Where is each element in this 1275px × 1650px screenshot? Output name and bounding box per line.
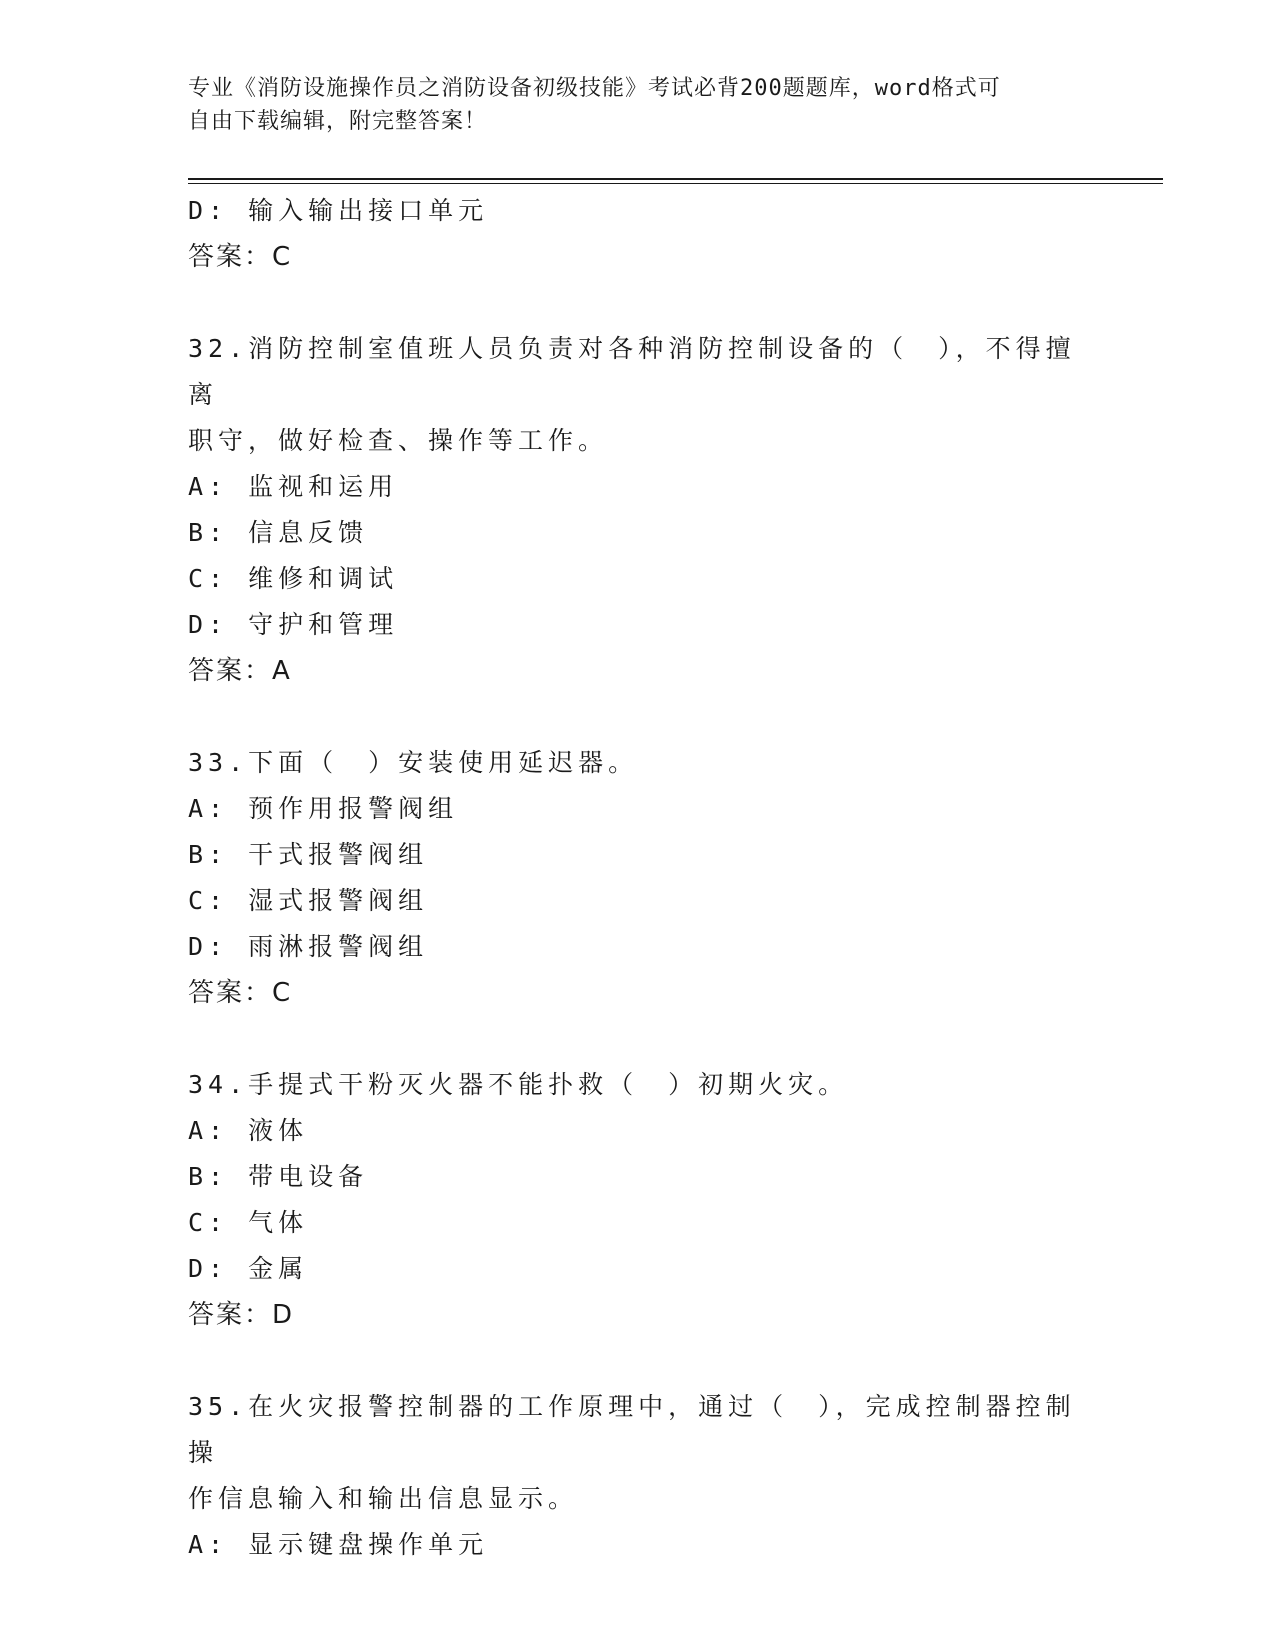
question-stem-line: 职守，做好检查、操作等工作。 bbox=[188, 426, 609, 455]
header-divider-thin bbox=[188, 183, 1163, 184]
previous-question-tail bbox=[188, 188, 1088, 280]
option-d: D: 输入输出接口单元 bbox=[188, 196, 489, 225]
option-d: D: 守护和管理 bbox=[188, 610, 399, 639]
option-c: C: 湿式报警阀组 bbox=[188, 886, 429, 915]
question-stem-line: 32.消防控制室值班人员负责对各种消防控制设备的（ ），不得擅离 bbox=[188, 334, 1076, 409]
header-line-1: 专业《消防设施操作员之消防设备初级技能》考试必背200题题库，word格式可 bbox=[188, 76, 1001, 101]
option-d: D: 金属 bbox=[188, 1254, 309, 1283]
option-c: C: 维修和调试 bbox=[188, 564, 399, 593]
option-a: A: 显示键盘操作单元 bbox=[188, 1530, 489, 1559]
answer-line: 答案：C bbox=[188, 978, 293, 1008]
question-33 bbox=[188, 740, 1088, 1016]
question-32 bbox=[188, 326, 1088, 694]
option-c: C: 气体 bbox=[188, 1208, 309, 1237]
answer-line: 答案：C bbox=[188, 242, 293, 272]
question-stem-line: 33.下面（ ）安装使用延迟器。 bbox=[188, 748, 639, 777]
document-body bbox=[188, 188, 1088, 1568]
question-stem-line: 34.手提式干粉灭火器不能扑救（ ）初期火灾。 bbox=[188, 1070, 849, 1099]
question-35 bbox=[188, 1384, 1088, 1568]
option-b: B: 信息反馈 bbox=[188, 518, 369, 547]
question-stem-line: 35.在火灾报警控制器的工作原理中，通过（ ），完成控制器控制操 bbox=[188, 1392, 1076, 1467]
question-34 bbox=[188, 1062, 1088, 1338]
option-d: D: 雨淋报警阀组 bbox=[188, 932, 429, 961]
page-header bbox=[188, 72, 1068, 138]
answer-line: 答案：A bbox=[188, 656, 292, 686]
header-divider-thick bbox=[188, 178, 1163, 180]
header-line-2: 自由下载编辑，附完整答案！ bbox=[188, 109, 488, 134]
option-a: A: 监视和运用 bbox=[188, 472, 399, 501]
answer-line: 答案：D bbox=[188, 1300, 295, 1330]
option-a: A: 液体 bbox=[188, 1116, 309, 1145]
option-a: A: 预作用报警阀组 bbox=[188, 794, 459, 823]
option-b: B: 干式报警阀组 bbox=[188, 840, 429, 869]
option-b: B: 带电设备 bbox=[188, 1162, 369, 1191]
question-stem-line: 作信息输入和输出信息显示。 bbox=[188, 1484, 579, 1513]
